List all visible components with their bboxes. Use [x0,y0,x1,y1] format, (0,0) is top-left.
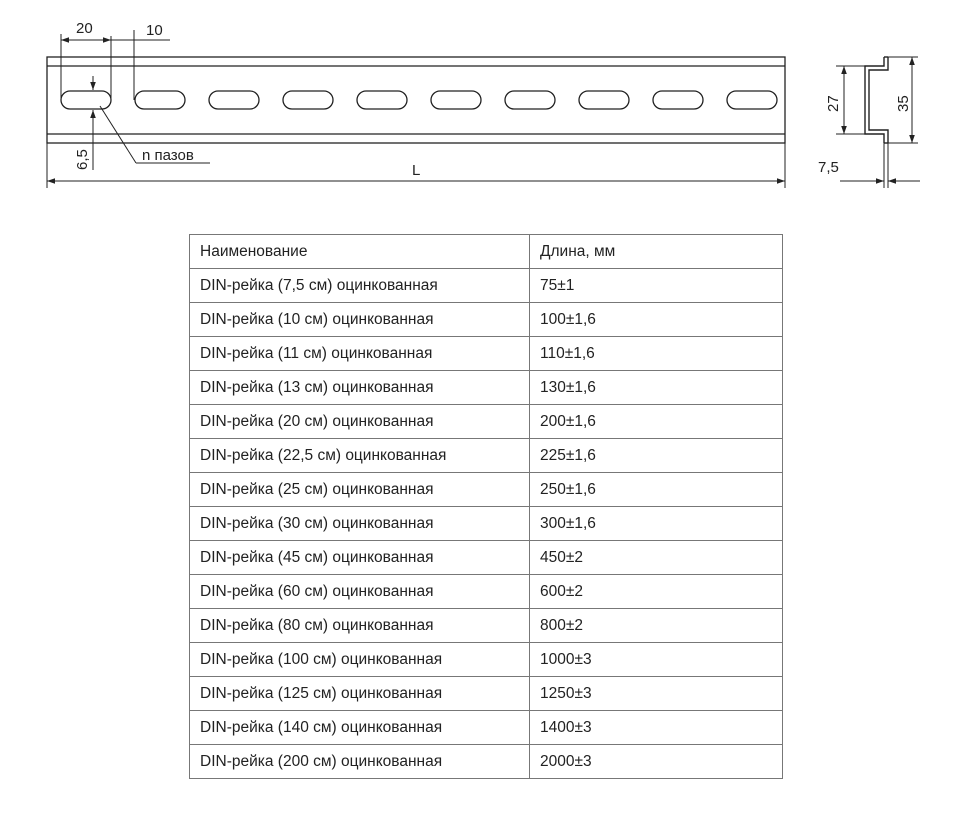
dim-flange [840,143,920,188]
length-value-cell: 200±1,6 [530,405,783,439]
length-value-cell: 225±1,6 [530,439,783,473]
rail-slot [61,91,111,109]
rail-slot [357,91,407,109]
table-row [190,507,783,541]
dim-pitch [61,30,170,100]
product-name-cell: DIN-рейка (140 см) оцинкованная [190,711,530,745]
table-row [190,745,783,779]
rail-slot [135,91,185,109]
product-name-cell: DIN-рейка (80 см) оцинкованная [190,609,530,643]
dim-pitch-label: 20 [76,20,93,37]
dim-slot-length-label: 10 [146,22,163,39]
length-value-cell: 75±1 [530,269,783,303]
length-value-cell: 130±1,6 [530,371,783,405]
product-name-cell: DIN-рейка (22,5 см) оцинкованная [190,439,530,473]
dim-slot-width-label: 6,5 [74,149,91,170]
rail-slots [61,91,777,109]
rail-lengths-table [189,234,783,779]
rail-lengths-table-container [189,234,782,779]
rail-front-view [47,57,785,143]
table-row [190,337,783,371]
product-name-cell: DIN-рейка (13 см) оцинкованная [190,371,530,405]
length-value-cell: 450±2 [530,541,783,575]
rail-slot [653,91,703,109]
product-name-cell: DIN-рейка (7,5 см) оцинкованная [190,269,530,303]
product-name-cell: DIN-рейка (100 см) оцинкованная [190,643,530,677]
table-row [190,643,783,677]
product-name-cell: DIN-рейка (60 см) оцинкованная [190,575,530,609]
dim-length-label: L [412,162,421,179]
rail-slot [579,91,629,109]
product-name-cell: DIN-рейка (200 см) оцинкованная [190,745,530,779]
product-name-cell: DIN-рейка (45 см) оцинкованная [190,541,530,575]
product-name-cell: DIN-рейка (10 см) оцинкованная [190,303,530,337]
length-value-cell: 100±1,6 [530,303,783,337]
rail-outline [47,57,785,143]
length-value-cell: 600±2 [530,575,783,609]
length-value-cell: 300±1,6 [530,507,783,541]
header-length: Длина, мм [530,235,783,269]
rail-slot [283,91,333,109]
rail-side-profile [865,57,888,143]
length-value-cell: 1400±3 [530,711,783,745]
table-row [190,269,783,303]
slots-count-label: n пазов [142,147,194,164]
length-value-cell: 1000±3 [530,643,783,677]
length-value-cell: 2000±3 [530,745,783,779]
table-header-row [190,235,783,269]
length-value-cell: 110±1,6 [530,337,783,371]
length-value-cell: 250±1,6 [530,473,783,507]
table-row [190,405,783,439]
dim-flange-label: 7,5 [818,159,839,176]
rail-slot [505,91,555,109]
header-name: Наименование [190,235,530,269]
product-name-cell: DIN-рейка (11 см) оцинкованная [190,337,530,371]
rail-slot [727,91,777,109]
table-row [190,371,783,405]
table-row [190,575,783,609]
length-value-cell: 800±2 [530,609,783,643]
product-name-cell: DIN-рейка (20 см) оцинкованная [190,405,530,439]
table-row [190,541,783,575]
table-row [190,473,783,507]
product-name-cell: DIN-рейка (125 см) оцинкованная [190,677,530,711]
product-name-cell: DIN-рейка (30 см) оцинкованная [190,507,530,541]
din-rail-drawing [0,0,970,230]
rail-slot [209,91,259,109]
table-row [190,677,783,711]
table-row [190,711,783,745]
length-value-cell: 1250±3 [530,677,783,711]
dim-inner-height-label: 27 [825,95,842,112]
rail-slot [431,91,481,109]
table-row [190,609,783,643]
dim-outer-height-label: 35 [895,95,912,112]
table-row [190,303,783,337]
product-name-cell: DIN-рейка (25 см) оцинкованная [190,473,530,507]
table-row [190,439,783,473]
